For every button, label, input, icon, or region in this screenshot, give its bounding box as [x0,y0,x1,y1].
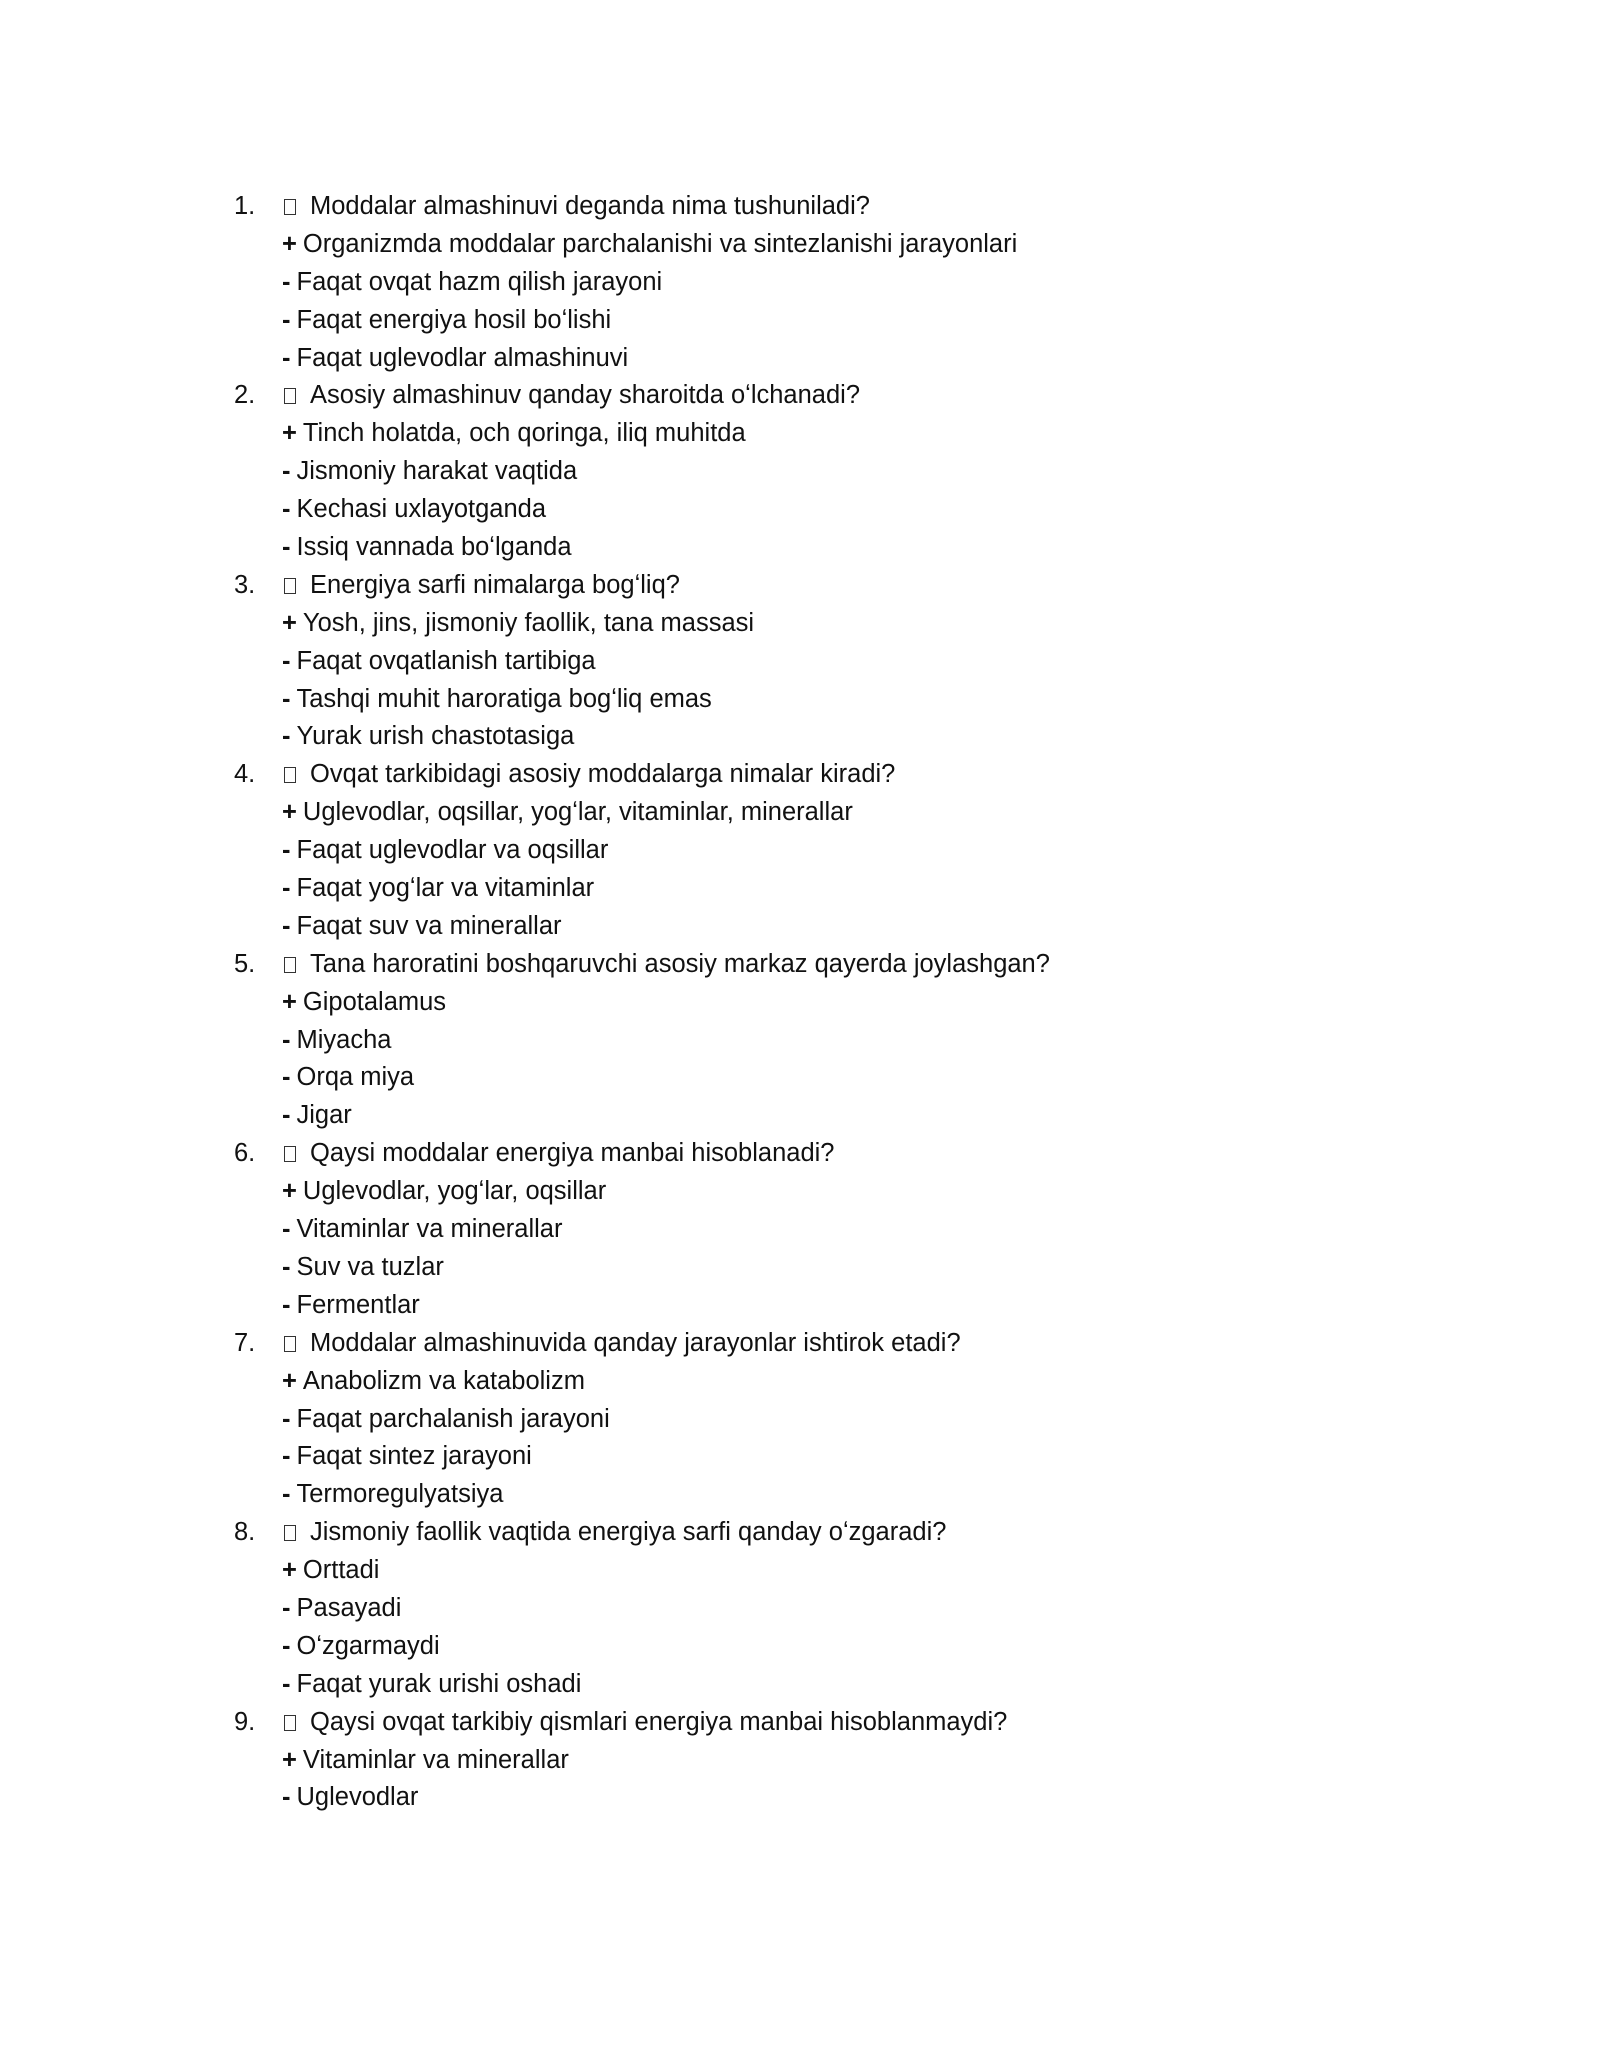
answer-option [234,1022,1434,1060]
missing-glyph-icon [284,578,296,594]
answer-option [234,718,1434,756]
answer-text: Issiq vannada boʻlganda [296,533,572,562]
question-number: 8. [234,1518,256,1547]
question-line [234,567,1434,605]
question-number: 9. [234,1707,256,1736]
question-item [234,1514,1434,1703]
answer-marker: + [282,1556,297,1585]
answer-marker: - [282,1252,291,1281]
answer-text: Faqat uglevodlar almashinuvi [296,343,629,372]
answer-option [234,870,1434,908]
answer-marker: - [282,1783,291,1812]
question-text: Moddalar almashinuvi deganda nima tushuniladi? [310,192,870,220]
answer-text: Tashqi muhit haroratiga bogʻliq emas [296,684,712,713]
question-text: Qaysi ovqat tarkibiy qismlari energiya manbai hisoblanmaydi? [310,1707,1008,1736]
answer-text: Oʻzgarmaydi [296,1631,440,1660]
answer-option [234,832,1434,870]
question-text: Asosiy almashinuv qanday sharoitda oʻlchanadi? [310,381,861,410]
question-item [234,377,1434,566]
answer-marker: - [282,722,291,751]
question-number: 4. [234,760,256,789]
answer-option [234,643,1434,681]
answer-marker: - [282,684,291,713]
answer-marker: - [282,1063,291,1092]
answer-text: Jismoniy harakat vaqtida [296,457,578,486]
answer-text: Uglevodlar [296,1783,419,1812]
answer-marker: + [282,987,297,1016]
question-number: 2. [234,381,256,410]
answer-option [234,1438,1434,1476]
answer-option [234,1173,1434,1211]
answer-text: Gipotalamus [302,987,447,1016]
answer-option [234,1628,1434,1666]
question-line [234,1514,1434,1552]
missing-glyph-icon [284,1715,296,1731]
question-number: 3. [234,570,256,599]
question-line [234,188,1434,226]
answer-option [234,226,1434,264]
question-text: Qaysi moddalar energiya manbai hisoblanadi? [310,1139,835,1168]
question-list [234,188,1434,1817]
answer-marker: + [282,798,297,827]
missing-glyph-icon [284,767,296,783]
answer-marker: + [282,419,297,448]
answer-option [234,1097,1434,1135]
answer-marker: - [282,343,291,372]
question-number: 7. [234,1328,256,1357]
answer-marker: - [282,1669,291,1698]
answer-option [234,681,1434,719]
answer-marker: + [282,229,297,258]
answer-marker: - [282,1480,291,1509]
answer-text: Tinch holatda, och qoringa, iliq muhitda [302,419,746,448]
answer-option [234,1211,1434,1249]
answer-option [234,605,1434,643]
answer-marker: - [282,1593,291,1622]
missing-glyph-icon [284,1146,296,1162]
answer-text: Termoregulyatsiya [296,1480,504,1509]
question-text: Jismoniy faollik vaqtida energiya sarfi qanday oʻzgaradi? [310,1518,947,1547]
answer-text: Yurak urish chastotasiga [296,722,575,751]
answer-option [234,1742,1434,1780]
answer-option [234,984,1434,1022]
answer-option [234,1059,1434,1097]
answer-text: Faqat uglevodlar va oqsillar [296,836,609,865]
answer-option [234,264,1434,302]
answer-marker: - [282,1290,291,1319]
question-line [234,946,1434,984]
answer-text: Orttadi [302,1556,380,1585]
answer-option [234,1363,1434,1401]
question-item [234,1325,1434,1514]
question-line [234,1135,1434,1173]
answer-text: Faqat yurak urishi oshadi [296,1669,582,1698]
answer-option [234,415,1434,453]
answer-marker: - [282,1631,291,1660]
answer-marker: + [282,1366,297,1395]
answer-marker: - [282,911,291,940]
question-line [234,1704,1434,1742]
answer-option [234,794,1434,832]
answer-marker: - [282,457,291,486]
answer-marker: - [282,305,291,334]
question-number: 5. [234,949,256,978]
answer-text: Organizmda moddalar parchalanishi va sintezlanishi jarayonlari [302,229,1018,258]
answer-option [234,1287,1434,1325]
answer-option [234,340,1434,378]
answer-text: Suv va tuzlar [296,1252,444,1281]
answer-option [234,491,1434,529]
question-item [234,946,1434,1135]
question-line [234,377,1434,415]
missing-glyph-icon [284,388,296,404]
question-item [234,1135,1434,1324]
answer-option [234,529,1434,567]
answer-option [234,908,1434,946]
question-number: 6. [234,1139,256,1168]
question-item [234,188,1434,377]
question-text: Tana haroratini boshqaruvchi asosiy markaz qayerda joylashgan? [310,949,1050,978]
answer-marker: - [282,646,291,675]
answer-text: Faqat parchalanish jarayoni [296,1404,610,1433]
answer-marker: - [282,1215,291,1244]
answer-option [234,1476,1434,1514]
answer-text: Kechasi uxlayotganda [296,495,547,524]
answer-text: Yosh, jins, jismoniy faollik, tana massasi [302,608,755,637]
missing-glyph-icon [284,957,296,973]
answer-marker: - [282,1025,291,1054]
answer-marker: - [282,533,291,562]
missing-glyph-icon [284,1525,296,1541]
question-item [234,756,1434,945]
answer-text: Vitaminlar va minerallar [302,1745,569,1774]
question-text: Energiya sarfi nimalarga bogʻliq? [310,570,680,599]
answer-text: Fermentlar [296,1290,420,1319]
question-text: Moddalar almashinuvida qanday jarayonlar ishtirok etadi? [310,1328,961,1357]
answer-option [234,302,1434,340]
answer-option [234,1590,1434,1628]
question-line [234,756,1434,794]
answer-option [234,1249,1434,1287]
answer-option [234,1552,1434,1590]
answer-text: Faqat ovqat hazm qilish jarayoni [296,267,663,296]
answer-text: Pasayadi [296,1593,402,1622]
missing-glyph-icon [284,199,296,215]
question-text: Ovqat tarkibidagi asosiy moddalarga nimalar kiradi? [310,760,896,789]
answer-marker: - [282,1101,291,1130]
answer-text: Faqat yogʻlar va vitaminlar [296,874,595,903]
answer-option [234,1779,1434,1817]
answer-option [234,1401,1434,1439]
answer-text: Miyacha [296,1025,392,1054]
answer-text: Anabolizm va katabolizm [302,1366,585,1395]
answer-option [234,453,1434,491]
answer-text: Faqat ovqatlanish tartibiga [296,646,596,675]
answer-option [234,1666,1434,1704]
question-line [234,1325,1434,1363]
answer-marker: - [282,874,291,903]
answer-text: Jigar [296,1101,352,1130]
answer-text: Faqat energiya hosil boʻlishi [296,305,612,334]
answer-text: Faqat sintez jarayoni [296,1442,532,1471]
question-item [234,1704,1434,1818]
answer-marker: - [282,836,291,865]
answer-marker: - [282,267,291,296]
answer-marker: + [282,608,297,637]
answer-text: Uglevodlar, yogʻlar, oqsillar [302,1177,607,1206]
answer-marker: - [282,1442,291,1471]
question-item [234,567,1434,756]
question-number: 1. [234,192,256,220]
answer-marker: + [282,1745,297,1774]
answer-marker: - [282,495,291,524]
answer-marker: + [282,1177,297,1206]
answer-text: Orqa miya [296,1063,415,1092]
answer-text: Uglevodlar, oqsillar, yogʻlar, vitaminlar, minerallar [302,798,853,827]
answer-marker: - [282,1404,291,1433]
missing-glyph-icon [284,1336,296,1352]
answer-text: Faqat suv va minerallar [296,911,562,940]
answer-text: Vitaminlar va minerallar [296,1215,563,1244]
